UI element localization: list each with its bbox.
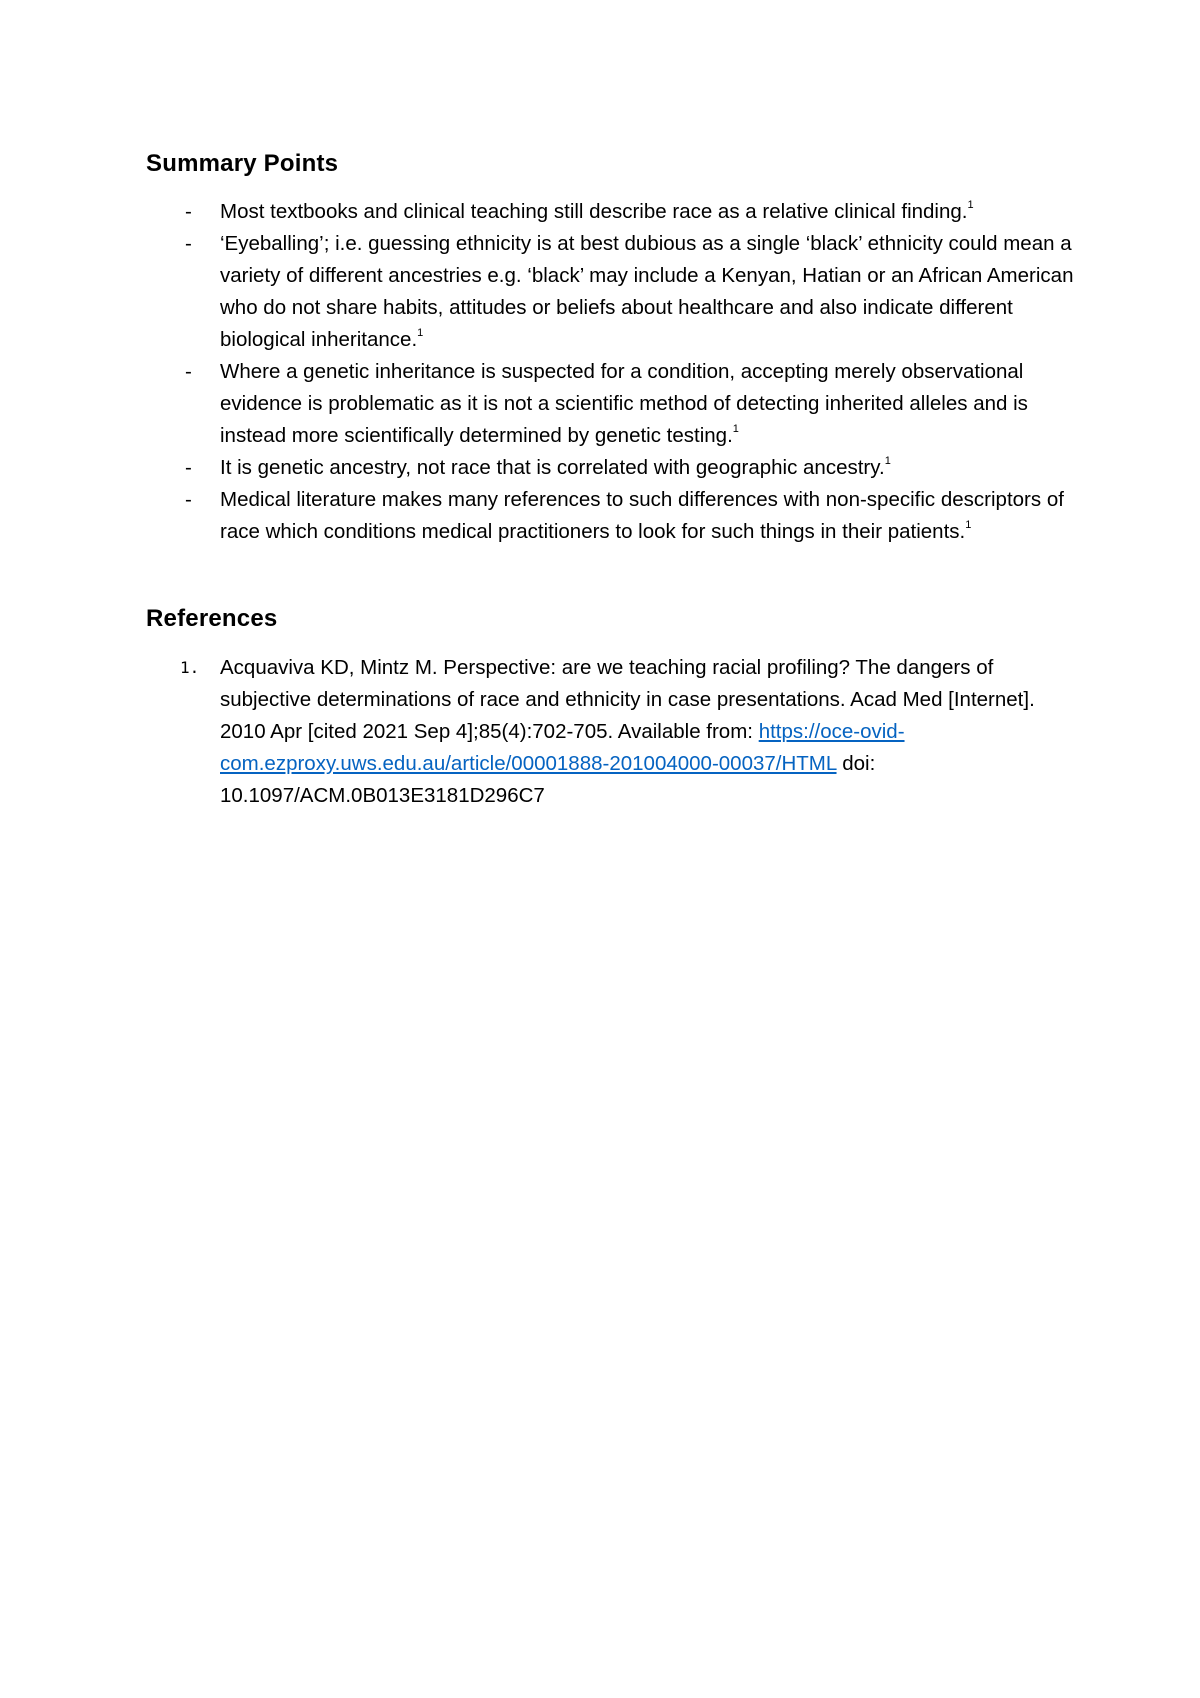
summary-item bbox=[146, 356, 1076, 452]
citation-superscript: 1 bbox=[417, 327, 424, 340]
summary-item bbox=[146, 452, 1076, 484]
summary-list bbox=[146, 196, 1076, 548]
summary-item-text: It is genetic ancestry, not race that is correlated with geographic ancestry. bbox=[220, 456, 885, 479]
citation-superscript: 1 bbox=[967, 199, 974, 212]
bullet-marker: - bbox=[185, 360, 192, 383]
reference-text: Acquaviva KD, Mintz M. Perspective: are we teaching racial profiling? The dangers of subjective determinations of race and ethnicity in case presentations. Acad Med [Internet]. 2010 Apr [cited 2021 Sep 4];85(4):702-705. Available from: bbox=[220, 656, 1035, 743]
citation-superscript: 1 bbox=[965, 519, 972, 532]
reference-doi: doi: 10.1097/ACM.0B013E3181D296C7 bbox=[220, 752, 876, 807]
summary-item-text: Most textbooks and clinical teaching still describe race as a relative clinical finding. bbox=[220, 200, 968, 223]
summary-item-text: Where a genetic inheritance is suspected for a condition, accepting merely observational evidence is problematic as it is not a scientific method of detecting inherited alleles and is instead more scientifically determined by genetic testing. bbox=[220, 360, 1028, 447]
references-list bbox=[146, 652, 1076, 812]
citation-superscript: 1 bbox=[732, 423, 739, 436]
summary-item bbox=[146, 196, 1076, 228]
bullet-marker: - bbox=[185, 488, 192, 511]
bullet-marker: - bbox=[185, 200, 192, 223]
reference-link[interactable]: https://oce-ovid-com.ezproxy.uws.edu.au/article/00001888-201004000-00037/HTML bbox=[220, 720, 905, 775]
summary-item-text: Medical literature makes many references to such differences with non-specific descriptors of race which conditions medical practitioners to look for such things in their patients. bbox=[220, 488, 1064, 543]
summary-heading: Summary Points bbox=[146, 150, 339, 177]
summary-item bbox=[146, 484, 1076, 548]
bullet-marker: - bbox=[185, 232, 192, 255]
summary-item bbox=[146, 228, 1076, 356]
citation-superscript: 1 bbox=[884, 455, 891, 468]
reference-item bbox=[146, 652, 1076, 812]
references-heading: References bbox=[146, 605, 278, 632]
bullet-marker: - bbox=[185, 456, 192, 479]
reference-number: 1. bbox=[180, 658, 200, 677]
summary-item-text: ‘Eyeballing’; i.e. guessing ethnicity is at best dubious as a single ‘black’ ethnicity could mean a variety of different ancestries e.g. ‘black’ may include a Kenyan, Hatian or an African American who do not share habits, attitudes or beliefs about healthcare and also indicate different biological inheritance. bbox=[220, 232, 1074, 351]
